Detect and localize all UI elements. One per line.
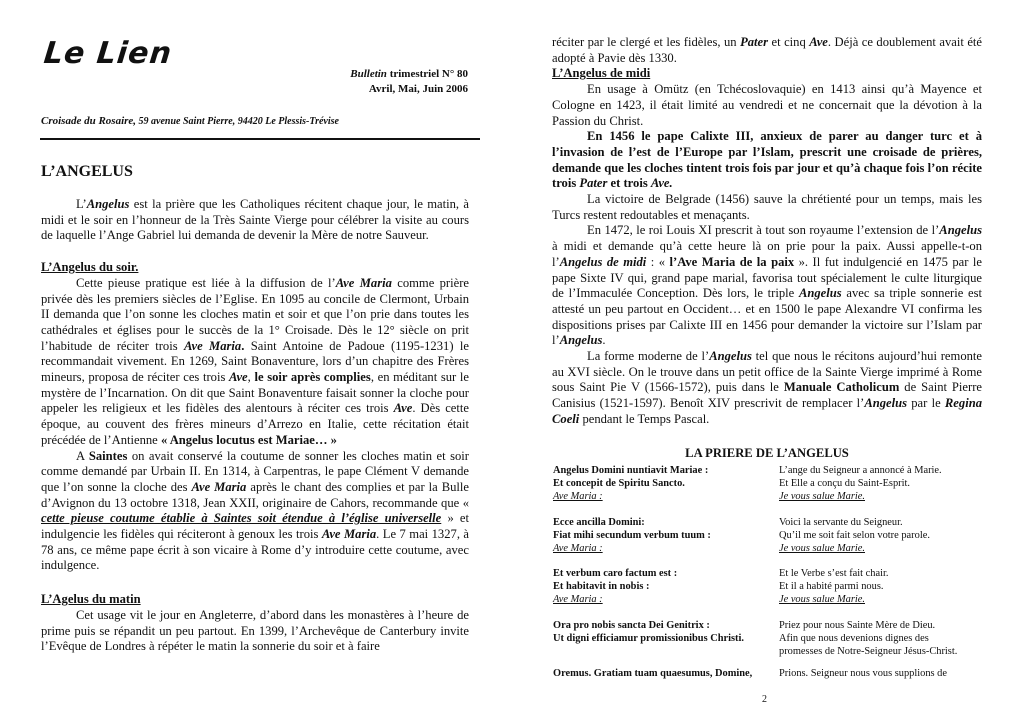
prayer-latin-line: Ave Maria : xyxy=(553,543,603,554)
soir-paragraph-2: A Saintes on avait conservé la coutume de sonner les cloches matin et soir comme demandé par Urbain II. En 1314, à Carpentras, le pape Clément V demande que l’on sonne la cloche des Ave Maria après le chant des complies et par la Bulle d’Avignon du 13 octobre 1318, Jean XXII, originaire de Cahors, recommande que « cette pieuse coutume établie à Saintes soit étendue à l’église universelle » et indulgencie les fidèles qui réciteront à genoux les trois Ave Maria. Le 7 mai 1327, à 78 ans, ce même pape écrit à son vicaire à Rome d’y introduire cette coutume, avec indulgence. xyxy=(41,448,470,573)
heading-midi: L’Angelus de midi xyxy=(552,66,651,81)
address-org: Croisade du Rosaire, xyxy=(41,115,137,127)
prayer-french-line: Prions. Seigneur nous vous supplions de xyxy=(779,668,947,679)
prayer-title: LA PRIERE DE L’ANGELUS xyxy=(685,445,849,460)
prayer-latin-line: Ave Maria : xyxy=(553,491,603,502)
midi-paragraph-2: En 1456 le pape Calixte III, anxieux de parer au danger turc et à l’invasion de l’est de l’Europe par l’Islam, prescrit une croisade de prières, demande que les cloches tintent trois fois par jour et qu’à chaque fois l’on récite trois Pater et trois Ave. xyxy=(552,129,982,191)
prayer-french-line: Et il a habité parmi nous. xyxy=(779,581,884,592)
prayer-french-line: promesses de Notre-Seigneur Jésus-Christ. xyxy=(779,646,958,657)
prayer-latin-line: Oremus. Gratiam tuam quaesumus, Domine, xyxy=(553,668,753,679)
prayer-latin-line: Ave Maria : xyxy=(553,594,603,605)
prayer-latin-line: Et verbum caro factum est : xyxy=(553,568,678,579)
prayer-french-line: Afin que nous devenions dignes des xyxy=(779,633,929,644)
prayer-latin-line: Et concepit de Spiritu Sancto. xyxy=(553,478,685,489)
prayer-latin-line: Fiat mihi secundum verbum tuum : xyxy=(553,530,711,541)
heading-soir: L’Angelus du soir. xyxy=(41,260,139,275)
midi-paragraph-5: La forme moderne de l’Angelus tel que nous le récitons aujourd’hui remonte au XVI siècle. On le trouve dans un petit office de la Sainte Vierge imprimé à Rome sous Saint Pie V (1566-1572), puis dans le Manuale Catholicum de Saint Pierre Canisius (1521-1597). Benoît XIV prescrivit de remplacer l’Angelus par le Regina Coeli pendant le Temps Pascal. xyxy=(552,349,982,426)
bulletin-number: trimestriel N° 80 xyxy=(386,68,468,80)
soir-paragraph-1: Cette pieuse pratique est liée à la diffusion de l’Ave Maria comme prière privée dès les premiers siècles de l’Eglise. En 1095 au concile de Clermont, Urbain II demanda que l’on sonne les cloches matin et soir et que l’on prie dans toutes les cathédrales et églises pour le succès de la 1° Croisade. Dès le 12° siècle on prit l’habitude de réciter trois Ave Maria. Saint Antoine de Padoue (1195-1231) le recommandait vivement. En 1269, Saint Bonaventure, lors d’un chapitre des Frères mineurs, proposa de réciter ces trois Ave, le soir après complies, en méditant sur le mystère de l’Incarnation. On dit que Saint Bonaventure faisait sonner la cloche pour appeler les religieux et les fidèles des alentours à réciter ces trois Ave. Dès cette époque, au couvent des frères mineurs d’Arrezo en Italie, cette récitation était précédée de l’Antienne « Angelus locutus est Mariae… » xyxy=(41,275,469,447)
matin-paragraph: Cet usage vit le jour en Angleterre, d’abord dans les monastères à l’heure de prime puis se répandit un peu partout. En 1399, l’Archevêque de Canterbury invite l’Evêque de Londres à répéter le matin la sonnerie du soir et à faire xyxy=(41,607,469,654)
prayer-block xyxy=(553,0,983,724)
page-number: 2 xyxy=(762,694,767,705)
heading-matin: L’Agelus du matin xyxy=(41,592,141,607)
header-rule xyxy=(40,138,480,140)
left-column xyxy=(41,197,469,655)
prayer-latin-line: Et habitavit in nobis : xyxy=(553,581,650,592)
prayer-latin-line: Ora pro nobis sancta Dei Genitrix : xyxy=(553,620,710,631)
prayer-latin-line: Ecce ancilla Domini: xyxy=(553,517,645,528)
bulletin-info xyxy=(250,67,468,97)
prayer-french-line: Qu’il me soit fait selon votre parole. xyxy=(779,530,930,541)
midi-paragraph-4: En 1472, le roi Louis XI prescrit à tout son royaume l’extension de l’Angelus à midi et demande qu’à cette heure là on prie pour la paix. Aussi appelle-t-on l’Angelus de midi : « l’Ave Maria de la paix ». Il fut indulgencié en 1475 par le pape Sixte IV qui, grand pape marial, favorisa tout spécialement le culte liturgique de l’Immaculée Conception. Dès lors, le triple Angelus avec sa triple sonnerie est attesté un peu partout en Occident… et en 1500 le pape Alexandre VI confirma les dispositions prises par Calixte III en 1456 pour demander la victoire sur l’Islam par l’Angelus. xyxy=(552,223,983,348)
address xyxy=(41,115,339,127)
prayer-french-line: Voici la servante du Seigneur. xyxy=(779,517,903,528)
prayer-french-line: Je vous salue Marie. xyxy=(779,491,865,502)
prayer-french-line: Et Elle a conçu du Saint-Esprit. xyxy=(779,478,911,489)
matin-continued: réciter par le clergé et les fidèles, un Pater et cinq Ave. Déjà ce doublement avait été adopté à Pavie dès 1330. xyxy=(552,35,982,65)
midi-paragraph-1: En usage à Omütz (en Tchécoslovaquie) en 1413 ainsi qu’à Mayence et Cologne en 1423, il était limité au vendredi et ne concernait que la dévotion à la Passion du Christ. xyxy=(552,82,982,128)
bulletin-word: Bulletin xyxy=(350,68,387,80)
intro-paragraph: L’Angelus est la prière que les Catholiques récitent chaque jour, le matin, à midi et le soir en l’honneur de la Très Sainte Vierge pour célébrer la visite au cours de laquelle l’Ange Gabriel lui demanda de devenir la Mère de notre Sauveur. xyxy=(41,197,469,243)
address-street: 59 avenue Saint Pierre, 94420 Le Plessis-Trévise xyxy=(136,116,339,127)
prayer-latin-line: Angelus Domini nuntiavit Mariae : xyxy=(553,465,709,476)
logo: Le Lien xyxy=(42,36,174,71)
prayer-french-line: Priez pour nous Sainte Mère de Dieu. xyxy=(779,620,936,631)
page-title: L’ANGELUS xyxy=(41,163,133,180)
midi-paragraph-3: La victoire de Belgrade (1456) sauve la chrétienté pour un temps, mais les Turcs restent redoutables et menaçants. xyxy=(552,192,982,222)
prayer-french-line: Je vous salue Marie. xyxy=(779,543,865,554)
prayer-french-line: L’ange du Seigneur a annoncé à Marie. xyxy=(779,465,942,476)
prayer-french-line: Je vous salue Marie. xyxy=(779,594,865,605)
bulletin-date: Avril, Mai, Juin 2006 xyxy=(368,83,468,95)
prayer-french-line: Et le Verbe s’est fait chair. xyxy=(779,568,889,579)
prayer-latin-line: Ut digni efficiamur promissionibus Christi. xyxy=(553,633,744,644)
